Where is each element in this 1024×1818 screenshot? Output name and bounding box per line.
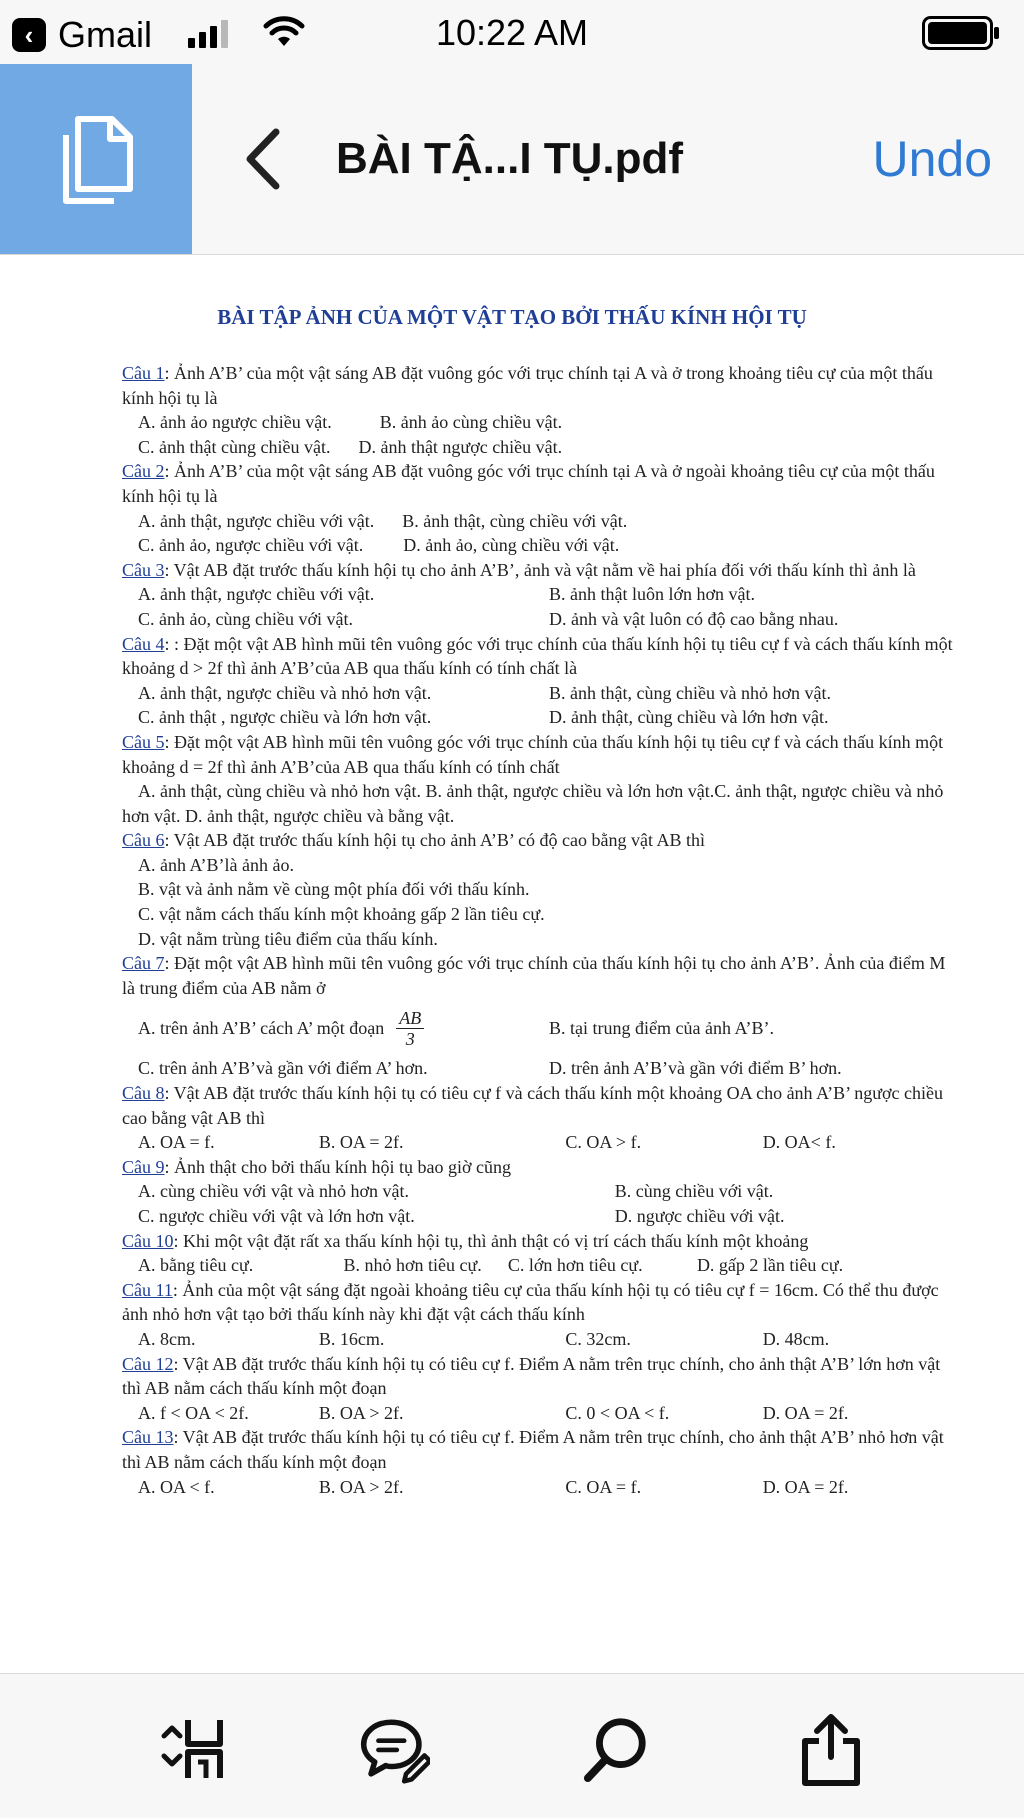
battery-icon	[922, 16, 1002, 50]
question-label: Câu 13	[122, 1427, 174, 1448]
answer-option: A. 8cm.	[138, 1328, 196, 1349]
answer-option: D. gấp 2 lần tiêu cự.	[696, 1255, 844, 1276]
answer-option: B. cùng chiều với vật.	[614, 1181, 774, 1202]
question-label: Câu 2	[122, 461, 165, 482]
answer-option: D. OA = 2f.	[762, 1476, 849, 1497]
question-text: Câu 4: : Đặt một vật AB hình mũi tên vuông góc với trục chính của thấu kính hội tụ tiêu cự f và cách thấu kính một khoảng d > 2f thì ảnh A’B’của AB qua thấu kính có tính chất là	[122, 633, 953, 679]
answer-row	[122, 1327, 960, 1352]
back-chevron-icon[interactable]	[240, 126, 284, 192]
question-label: Câu 1	[122, 363, 165, 383]
answer-option: B. 16cm.	[318, 1328, 385, 1349]
question-label: Câu 3	[122, 559, 165, 580]
answer-row	[122, 410, 960, 435]
answer-option: C. 32cm.	[565, 1328, 631, 1349]
question-list	[122, 361, 960, 1499]
answer-option: D. OA< f.	[762, 1132, 836, 1153]
question-text: Câu 5: Đặt một vật AB hình mũi tên vuông góc với trục chính của thấu kính hội tụ tiêu cự f và cách thấu kính một khoảng d = 2f thì ảnh A’B’của AB qua thấu kính có tính chất	[122, 731, 944, 777]
answer-option: B. vật và ảnh nằm về cùng một phía đối với thấu kính.	[138, 879, 530, 900]
answer-option: B. OA > 2f.	[318, 1402, 404, 1423]
document-heading: BÀI TẬP ẢNH CỦA MỘT VẬT TẠO BỞI THẤU KÍNH HỘI TỤ	[217, 305, 807, 329]
answer-option: B. ảnh thật luôn lớn hơn vật.	[549, 584, 756, 605]
question-label: Câu 12	[122, 1353, 174, 1374]
answer-option: D. OA = 2f.	[762, 1402, 849, 1423]
answer-option: C. ảnh thật cùng chiều vật.	[138, 436, 331, 457]
question-text: Câu 13: Vật AB đặt trước thấu kính hội tụ có tiêu cự f. Điểm A nằm trên trục chính, cho ảnh thật A’B’ nhỏ hơn vật thì AB nằm cách thấu kính một đoạn	[122, 1427, 944, 1472]
answer-option: C. OA > f.	[565, 1132, 642, 1153]
bottom-toolbar	[0, 1673, 1024, 1818]
undo-button[interactable]: Undo	[872, 131, 992, 187]
answer-row	[122, 582, 960, 607]
question-label: Câu 7	[122, 953, 165, 974]
status-bar	[0, 0, 1024, 64]
answer-option: C. ảnh thật , ngược chiều và lớn hơn vật.	[138, 707, 432, 728]
answer-row	[122, 1056, 960, 1081]
question-label: Câu 5	[122, 731, 165, 752]
answer-option: B. tại trung điểm của ảnh A’B’.	[549, 1018, 774, 1039]
answer-option: D. vật nằm trùng tiêu điểm của thấu kính.	[138, 928, 438, 949]
question-label: Câu 11	[122, 1279, 173, 1300]
question-text: Câu 11: Ảnh của một vật sáng đặt ngoài khoảng tiêu cự của thấu kính hội tụ có tiêu cự f = 16cm. Có thể thu được ảnh nhỏ hơn vật tạo bởi thấu kính này khi đặt vật cách thấu kính	[122, 1279, 939, 1325]
answer-option: B. OA > 2f.	[318, 1476, 404, 1497]
question-label: Câu 9	[122, 1156, 165, 1177]
answer-option: A. OA < f.	[138, 1476, 215, 1497]
question-text: Câu 9: Ảnh thật cho bởi thấu kính hội tụ bao giờ cũng	[122, 1156, 511, 1177]
fraction: $\frac{AB}{3}$	[396, 1008, 424, 1049]
answer-option: C. 0 < OA < f.	[565, 1402, 670, 1423]
answer-row	[122, 1130, 960, 1155]
question-text: Câu 1: Ảnh A’B’ của một vật sáng AB đặt vuông góc với trục chính tại A và ở trong khoảng tiêu cự của một thấu kính hội tụ là	[122, 363, 933, 408]
answer-row	[122, 1179, 960, 1204]
question-text: Câu 3: Vật AB đặt trước thấu kính hội tụ cho ảnh A’B’, ảnh và vật nằm về hai phía đối với thấu kính thì ảnh là	[122, 559, 916, 580]
answer-option: B. nhỏ hơn tiêu cự.	[343, 1255, 482, 1276]
documents-icon	[56, 111, 136, 207]
annotate-icon	[360, 1714, 430, 1784]
share-icon	[799, 1711, 863, 1787]
question-text: Câu 6: Vật AB đặt trước thấu kính hội tụ cho ảnh A’B’ có độ cao bằng vật AB thì	[122, 830, 706, 851]
document-title: BÀI TẬ...I TỤ.pdf	[336, 134, 684, 183]
answer-row	[122, 681, 960, 706]
answer-option: D. ảnh và vật luôn có độ cao bằng nhau.	[549, 608, 839, 629]
answer-option: A. trên ảnh A’B’ cách A’ một đoạn $\frac{AB}{3}$	[138, 1008, 549, 1049]
answer-row	[122, 1204, 960, 1229]
answer-option: D. ảnh thật, cùng chiều và lớn hơn vật.	[549, 707, 829, 728]
answer-option: C. vật nằm cách thấu kính một khoảng gấp 2 lần tiêu cự.	[138, 904, 545, 925]
answer-option: D. ngược chiều với vật.	[614, 1206, 785, 1226]
answer-option: A. bằng tiêu cự.	[138, 1255, 254, 1276]
answer-row	[122, 435, 960, 460]
answer-options-inline: A. ảnh thật, cùng chiều và nhỏ hơn vật. B. ảnh thật, ngược chiều và lớn hơn vật.C. ảnh thật, ngược chiều và nhỏ hơn vật. D. ảnh thật, ngược chiều và bằng vật.	[122, 781, 944, 826]
answer-option: A. ảnh A’B’là ảnh ảo.	[138, 854, 294, 875]
answer-row	[122, 533, 960, 558]
annotate-button[interactable]	[360, 1714, 430, 1784]
answer-row	[122, 607, 960, 632]
answer-option: C. ảnh ảo, cùng chiều với vật.	[138, 608, 353, 629]
page-navigator-button[interactable]	[158, 1714, 228, 1784]
question-label: Câu 10	[122, 1230, 174, 1251]
answer-option: B. ảnh thật, cùng chiều và nhỏ hơn vật.	[549, 682, 831, 703]
answer-row	[122, 1401, 960, 1426]
documents-button[interactable]	[0, 64, 192, 254]
answer-option: D. 48cm.	[762, 1328, 830, 1349]
answer-row	[122, 1253, 960, 1278]
search-button[interactable]	[580, 1714, 650, 1784]
question-text: Câu 7: Đặt một vật AB hình mũi tên vuông góc với trục chính của thấu kính hội tụ cho ảnh A’B’. Ảnh của điểm M là trung điểm của AB nằm ở	[122, 953, 946, 998]
page-navigator-icon	[158, 1714, 228, 1784]
answer-option: A. ảnh ảo ngược chiều vật.	[138, 412, 332, 433]
answer-option: D. ảnh thật ngược chiều vật.	[358, 436, 563, 457]
back-arrow-icon: ‹	[12, 18, 46, 52]
question-text: Câu 8: Vật AB đặt trước thấu kính hội tụ có tiêu cự f và cách thấu kính một khoảng OA cho ảnh A’B’ ngược chiều cao bằng vật AB thì	[122, 1083, 943, 1128]
answer-option: A. ảnh thật, ngược chiều và nhỏ hơn vật.	[138, 682, 432, 703]
answer-option: A. ảnh thật, ngược chiều với vật.	[138, 584, 375, 605]
answer-option: B. OA = 2f.	[318, 1132, 404, 1153]
answer-option: A. f < OA < 2f.	[138, 1402, 249, 1423]
answer-row	[122, 705, 960, 730]
answer-row	[122, 1000, 960, 1056]
question-label: Câu 8	[122, 1083, 165, 1104]
answer-option: A. cùng chiều với vật và nhỏ hơn vật.	[138, 1181, 409, 1202]
share-button[interactable]	[796, 1714, 866, 1784]
pdf-page[interactable]	[0, 255, 1024, 1673]
status-time: 10:22 AM	[435, 12, 589, 53]
answer-option: A. OA = f.	[138, 1132, 215, 1153]
answer-row	[122, 1475, 960, 1500]
question-text: Câu 12: Vật AB đặt trước thấu kính hội tụ có tiêu cự f. Điểm A nằm trên trục chính, cho ảnh thật A’B’ lớn hơn vật thì AB nằm cách thấu kính một đoạn	[122, 1353, 941, 1399]
question-text: Câu 10: Khi một vật đặt rất xa thấu kính hội tụ, thì ảnh thật có vị trí cách thấu kính một khoảng	[122, 1230, 809, 1251]
back-app-label: Gmail	[58, 14, 153, 55]
answer-option: D. trên ảnh A’B’và gần với điểm B’ hơn.	[549, 1058, 842, 1079]
answer-option: C. OA = f.	[565, 1476, 642, 1497]
answer-option: C. lớn hơn tiêu cự.	[507, 1255, 643, 1276]
answer-row	[122, 509, 960, 534]
answer-option: C. ngược chiều với vật và lớn hơn vật.	[138, 1206, 415, 1226]
answer-option: A. ảnh thật, ngược chiều với vật.	[138, 510, 375, 531]
answer-option: B. ảnh thật, cùng chiều với vật.	[402, 510, 628, 531]
answer-option: D. ảnh ảo, cùng chiều với vật.	[403, 535, 620, 556]
question-text: Câu 2: Ảnh A’B’ của một vật sáng AB đặt vuông góc với trục chính tại A và ở ngoài khoảng tiêu cự của một thấu kính hội tụ là	[122, 461, 935, 506]
answer-option: C. ảnh ảo, ngược chiều với vật.	[138, 535, 364, 556]
answer-option: B. ảnh ảo cùng chiều vật.	[379, 412, 563, 433]
pdf-toolbar	[0, 64, 1024, 255]
answer-option: C. trên ảnh A’B’và gần với điểm A’ hơn.	[138, 1058, 428, 1079]
question-label: Câu 4	[122, 633, 165, 654]
search-icon	[580, 1713, 650, 1785]
question-label: Câu 6	[122, 830, 165, 851]
